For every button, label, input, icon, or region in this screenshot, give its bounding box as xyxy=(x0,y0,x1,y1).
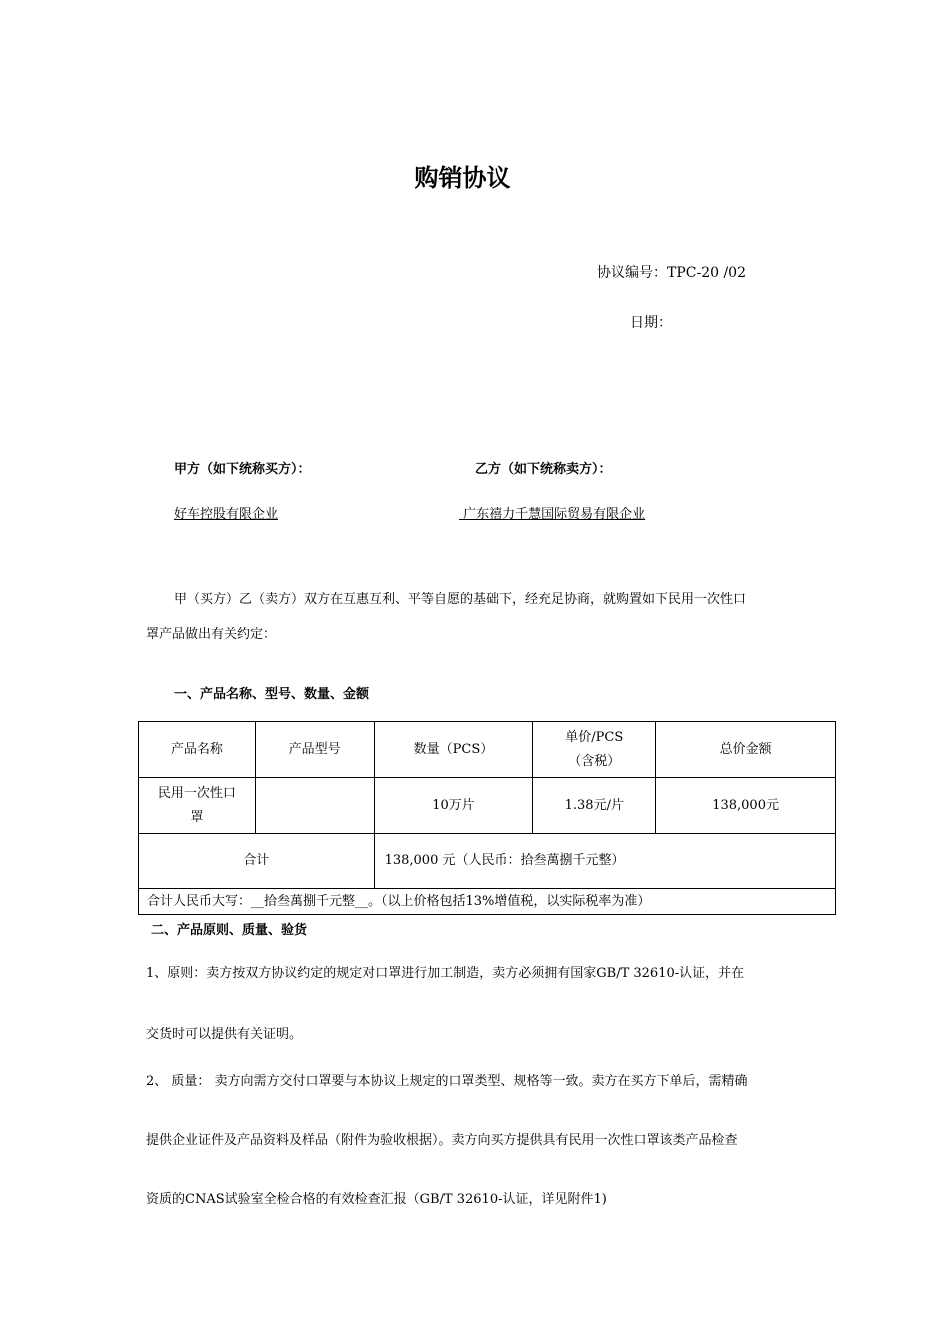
cell-product-name xyxy=(139,778,256,834)
cell-quantity: 10万片 xyxy=(374,778,533,834)
clause-1-line-1: 1、原则：卖方按双方协议约定的规定对口罩进行加工制造，卖方必须拥有国家GB/T 32610-认证，并在 xyxy=(146,966,745,981)
header-total-amount: 总价金额 xyxy=(656,722,836,778)
cell-total-amount: 138,000元 xyxy=(656,778,836,834)
cell-unit-price: 1.38元/片 xyxy=(533,778,656,834)
clause-1-line-2: 交货时可以提供有关证明。 xyxy=(146,1027,303,1042)
party-a-name: 好车控股有限企业 xyxy=(174,507,279,522)
clause-2-line-2: 提供企业证件及产品资料及样品（附件为验收根据）。卖方向买方提供具有民用一次性口罩该类产品检查 xyxy=(146,1133,738,1148)
product-table xyxy=(138,721,836,915)
party-b-name: 广东禧力千慧国际贸易有限企业 xyxy=(459,507,646,522)
clause-2-line-3: 资质的CNAS试验室全检合格的有效检查汇报（GB/T 32610-认证，详见附件1) xyxy=(146,1192,607,1207)
party-a-label: 甲方（如下统称买方）： xyxy=(174,462,311,477)
date-label: 日期： xyxy=(630,315,672,331)
header-unit-price xyxy=(533,722,656,778)
party-b-label: 乙方（如下统称卖方）： xyxy=(475,462,612,477)
cell-product-name-line2: 罩 xyxy=(190,809,204,825)
agreement-number: 协议编号：TPC-20 /02 xyxy=(597,265,746,281)
section-2-heading: 二、产品原则、质量、验货 xyxy=(151,923,308,938)
header-product-name: 产品名称 xyxy=(139,722,256,778)
intro-line-2: 罩产品做出有关约定： xyxy=(146,627,277,642)
section-1-heading: 一、产品名称、型号、数量、金额 xyxy=(174,687,370,702)
sum-value: 138,000 元（人民币：拾叁萬捌千元整） xyxy=(374,834,835,889)
cell-product-model xyxy=(255,778,374,834)
table-sum-row xyxy=(139,834,836,889)
table-row xyxy=(139,778,836,834)
sum-label: 合计 xyxy=(139,834,375,889)
document-title: 购销协议 xyxy=(414,164,511,192)
intro-line-1: 甲（买方）乙（卖方）双方在互惠互利、平等自愿的基础下，经充足协商，就购置如下民用一次性口 xyxy=(174,592,747,607)
table-uppercase-row xyxy=(139,889,836,915)
header-product-model: 产品型号 xyxy=(255,722,374,778)
header-unit-price-line2: （含税） xyxy=(568,753,621,769)
cell-product-name-line1: 民用一次性口 xyxy=(157,785,236,801)
header-unit-price-line1: 单价/PCS xyxy=(565,729,624,745)
table-header-row xyxy=(139,722,836,778)
clause-2-line-1: 2、 质量： 卖方向需方交付口罩要与本协议上规定的口罩类型、规格等一致。卖方在买方下单后，需精确 xyxy=(146,1074,748,1089)
header-quantity: 数量（PCS） xyxy=(374,722,533,778)
uppercase-amount-note: 合计人民币大写：__拾叁萬捌千元整__。（以上价格包括13%增值税，以实际税率为准） xyxy=(139,889,836,915)
